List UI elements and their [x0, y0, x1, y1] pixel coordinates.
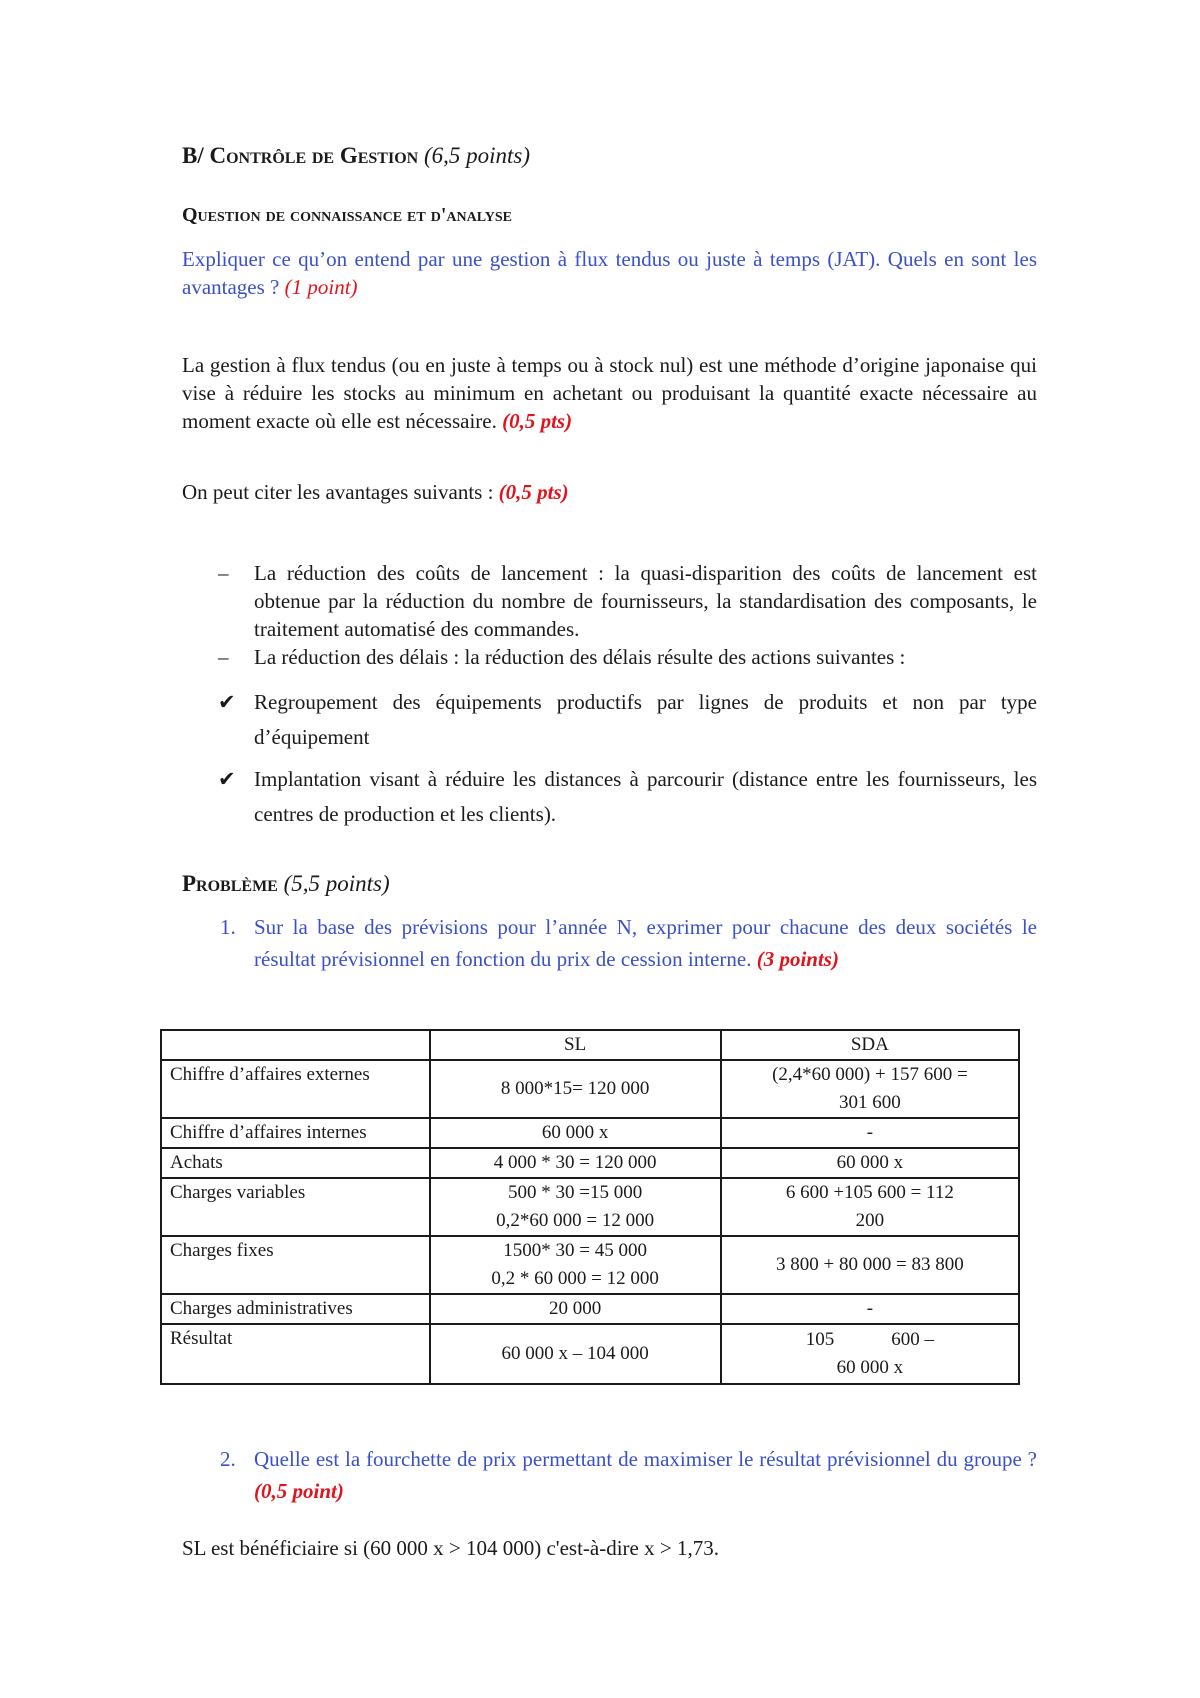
sda-cell: [721, 1060, 1019, 1118]
question-body: Sur la base des prévisions pour l’année N, exprimer pour chacune des deux sociétés le résultat prévisionnel en fonction du prix de cession interne.: [254, 915, 1037, 971]
answer-intro-points: (0,5 pts): [502, 409, 573, 433]
section-points: (6,5 points): [423, 143, 531, 168]
row-label: Chiffre d’affaires internes: [161, 1118, 430, 1148]
list-item-text: La réduction des coûts de lancement : la quasi-disparition des coûts de lancement est obtenue par la réduction du nombre de fournisseurs, la standardisation des composants, le traitement automatisé des commandes.: [254, 561, 1037, 641]
cell-line: 60 000 x – 104 000: [501, 1343, 649, 1364]
cell-line: 60 000 x: [541, 1122, 609, 1143]
question-text: [182, 245, 1037, 301]
sda-cell: [721, 1178, 1019, 1236]
question-heading: Question de connaissance et d'analyse: [182, 204, 513, 226]
advantages-intro: [182, 478, 1037, 506]
cell-line: (2,4*60 000) + 157 600 =: [772, 1064, 968, 1085]
advantages-intro-text: On peut citer les avantages suivants :: [182, 480, 494, 504]
row-label: Charges variables: [161, 1178, 430, 1236]
answer-intro-text: La gestion à flux tendus (ou en juste à temps ou à stock nul) est une méthode d’origine japonaise qui vise à réduire les stocks au minimum en achetant ou produisant la quantité exacte nécessaire au moment exacte où elle est nécessaire.: [182, 353, 1037, 433]
problem-points: (5,5 points): [283, 871, 390, 896]
section-title-prefix: B/: [182, 143, 204, 168]
cell-line: 301 600: [839, 1092, 901, 1113]
sda-cell: [721, 1118, 1019, 1148]
cell-line: 60 000 x: [836, 1152, 904, 1173]
sl-cell: [430, 1236, 721, 1294]
cell-line: 6 600 +105 600 = 112: [785, 1182, 954, 1203]
sda-cell: [721, 1148, 1019, 1178]
sda-cell: [721, 1324, 1019, 1384]
table-header-cell: SDA: [721, 1030, 1019, 1060]
advantages-points: (0,5 pts): [498, 480, 569, 504]
table-row: [161, 1148, 1019, 1178]
question-points: (1 point): [284, 275, 358, 299]
problem-title: [182, 871, 390, 897]
question-text: [254, 911, 1037, 975]
cell-line: 20 000: [549, 1298, 602, 1319]
question-text: [254, 1443, 1037, 1507]
sda-cell: [721, 1294, 1019, 1324]
table-row: [161, 1178, 1019, 1236]
dash-marker: –: [218, 561, 229, 585]
section-title: [182, 143, 530, 169]
list-item-text: Regroupement des équipements productifs par lignes de produits et non par type d’équipement: [254, 690, 1037, 749]
cell-line: 500 * 30 =15 000: [508, 1182, 643, 1203]
answer-text: SL est bénéficiaire si (60 000 x > 104 000) c'est-à-dire x > 1,73.: [182, 1536, 719, 1560]
cell-line: -: [866, 1122, 874, 1143]
question-body: Quelle est la fourchette de prix permettant de maximiser le résultat prévisionnel du groupe ?: [254, 1447, 1037, 1471]
cell-line: 60 000 x: [836, 1357, 904, 1378]
table-row: [161, 1324, 1019, 1384]
sl-cell: [430, 1178, 721, 1236]
cell-line: 105 600 –: [805, 1329, 934, 1350]
list-item-text: Implantation visant à réduire les distances à parcourir (distance entre les fournisseurs, les centres de production et les clients).: [254, 767, 1037, 826]
question-number: 1.: [220, 915, 236, 939]
dash-marker: –: [218, 645, 229, 669]
sl-cell: [430, 1060, 721, 1118]
table-header-cell: SL: [430, 1030, 721, 1060]
table-row: [161, 1118, 1019, 1148]
sl-cell: [430, 1118, 721, 1148]
checkmark-icon: ✔: [218, 690, 236, 714]
checkmark-icon: ✔: [218, 767, 236, 791]
sl-cell: [430, 1148, 721, 1178]
table-row: [161, 1294, 1019, 1324]
sl-cell: [430, 1324, 721, 1384]
question-points: (3 points): [756, 947, 839, 971]
question-points: (0,5 point): [254, 1479, 344, 1503]
row-label: Charges administratives: [161, 1294, 430, 1324]
forecast-table: [160, 1029, 1020, 1385]
cell-line: 8 000*15= 120 000: [500, 1078, 650, 1099]
problem-title-text: Problème: [182, 871, 278, 896]
list-item-text: La réduction des délais : la réduction des délais résulte des actions suivantes :: [254, 645, 906, 669]
answer-intro: [182, 351, 1037, 435]
row-label: Achats: [161, 1148, 430, 1178]
sda-cell: [721, 1236, 1019, 1294]
table-row: [161, 1236, 1019, 1294]
table-header-row: [161, 1030, 1019, 1060]
cell-line: 4 000 * 30 = 120 000: [493, 1152, 657, 1173]
row-label: Résultat: [161, 1324, 430, 1384]
cell-line: 0,2*60 000 = 12 000: [496, 1210, 655, 1231]
question-body: Expliquer ce qu’on entend par une gestion à flux tendus ou juste à temps (JAT). Quels en sont les avantages ?: [182, 247, 1037, 299]
cell-line: 200: [855, 1210, 885, 1231]
cell-line: 1500* 30 = 45 000: [503, 1240, 647, 1261]
sl-cell: [430, 1294, 721, 1324]
row-label: Charges fixes: [161, 1236, 430, 1294]
question-number: 2.: [220, 1447, 236, 1471]
section-title-text: Contrôle de Gestion: [209, 143, 419, 168]
cell-line: 0,2 * 60 000 = 12 000: [491, 1268, 659, 1289]
cell-line: -: [866, 1298, 874, 1319]
table-header-cell: [161, 1030, 430, 1060]
table-row: [161, 1060, 1019, 1118]
row-label: Chiffre d’affaires externes: [161, 1060, 430, 1118]
cell-line: 3 800 + 80 000 = 83 800: [776, 1254, 964, 1275]
